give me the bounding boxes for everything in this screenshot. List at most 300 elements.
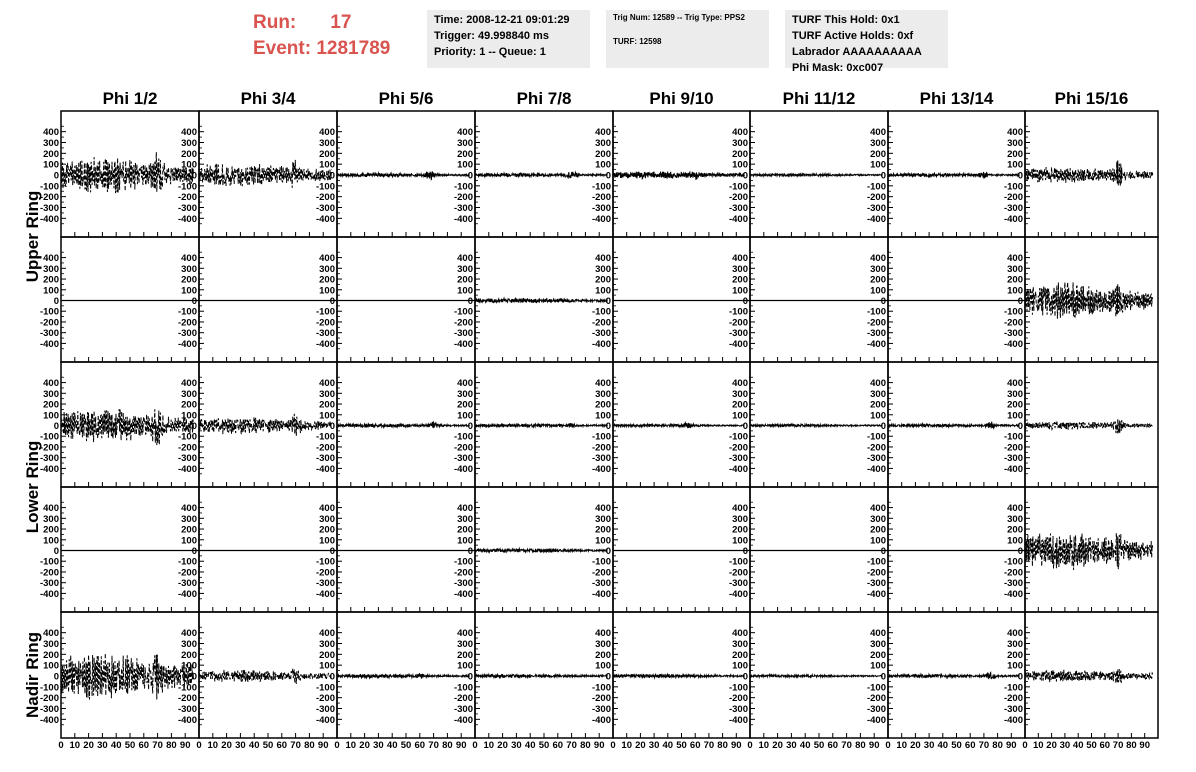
y-tick-label: 200 xyxy=(732,524,748,536)
y-tick-label: 300 xyxy=(43,513,59,525)
y-tick-label: 400 xyxy=(319,253,335,265)
y-tick-label: 100 xyxy=(1007,535,1023,547)
x-tick-label: 70 xyxy=(290,740,301,751)
y-tick-label: -100 xyxy=(177,682,197,694)
y-tick-label: 100 xyxy=(595,535,611,547)
y-tick-label: -400 xyxy=(1003,213,1023,225)
y-tick-label: -400 xyxy=(315,588,335,600)
y-tick-label: -300 xyxy=(866,578,886,590)
y-tick-label: 400 xyxy=(732,628,748,640)
y-tick-label: 200 xyxy=(319,148,335,160)
y-tick-label: -100 xyxy=(39,431,59,443)
time-line: Time: 2008-12-21 09:01:29 xyxy=(434,14,570,26)
x-tick-label: 60 xyxy=(827,740,839,751)
y-tick-label: -300 xyxy=(591,328,611,340)
y-tick-label: -300 xyxy=(866,453,886,465)
x-tick-label: 60 xyxy=(138,740,150,751)
y-tick-label: -100 xyxy=(866,682,886,694)
y-tick-label: -400 xyxy=(728,714,748,726)
y-tick-label: -200 xyxy=(591,192,611,204)
y-tick-label: 0 xyxy=(1017,671,1023,683)
x-tick-label: 0 xyxy=(58,740,64,751)
y-tick-label: 100 xyxy=(732,535,748,547)
y-tick-label: 200 xyxy=(1007,274,1023,286)
y-tick-label: -300 xyxy=(39,328,59,340)
y-tick-label: 0 xyxy=(605,421,611,432)
y-tick-label: -200 xyxy=(1003,192,1023,204)
y-tick-label: 300 xyxy=(457,513,473,525)
waveform-trace xyxy=(613,674,745,678)
y-tick-label: -100 xyxy=(315,556,335,568)
y-tick-label: 200 xyxy=(457,524,473,536)
x-tick-label: 60 xyxy=(276,740,288,751)
y-tick-label: 400 xyxy=(732,127,748,139)
x-tick-label: 10 xyxy=(207,740,219,751)
y-tick-label: 300 xyxy=(732,513,748,525)
y-tick-label: 100 xyxy=(1007,660,1023,672)
y-tick-label: 0 xyxy=(467,421,473,432)
waveform-trace xyxy=(61,152,194,193)
y-tick-label: 100 xyxy=(43,285,59,297)
y-tick-label: 400 xyxy=(457,503,473,515)
priority-line: Priority: 1 -- Queue: 1 xyxy=(434,46,546,58)
waveform-trace xyxy=(750,424,883,427)
y-tick-label: -100 xyxy=(728,556,748,568)
y-tick-label: 300 xyxy=(732,639,748,650)
y-tick-label: 100 xyxy=(457,285,473,297)
y-tick-label: -200 xyxy=(728,192,748,204)
y-tick-label: -100 xyxy=(177,181,197,193)
y-tick-label: 0 xyxy=(1017,296,1023,307)
column-header: Phi 7/8 xyxy=(516,89,572,108)
y-tick-label: -200 xyxy=(453,317,473,329)
y-tick-label: 200 xyxy=(870,148,886,160)
y-tick-label: 200 xyxy=(43,148,59,160)
y-tick-label: 100 xyxy=(181,535,197,547)
y-tick-label: 400 xyxy=(43,503,59,515)
y-tick-label: -400 xyxy=(728,463,748,475)
y-tick-label: 0 xyxy=(191,170,197,182)
y-tick-label: -300 xyxy=(39,453,59,465)
y-tick-label: -200 xyxy=(39,442,59,454)
y-tick-label: 400 xyxy=(1007,378,1023,390)
x-tick-label: 50 xyxy=(1086,740,1097,751)
run-label: Run: xyxy=(253,12,297,33)
y-tick-label: 200 xyxy=(595,148,611,160)
x-tick-label: 30 xyxy=(235,740,246,751)
y-tick-label: 100 xyxy=(319,660,335,672)
y-tick-label: -400 xyxy=(315,213,335,225)
y-tick-label: -300 xyxy=(866,704,886,715)
y-tick-label: -100 xyxy=(728,431,748,443)
y-tick-label: 300 xyxy=(181,513,197,525)
event-value: 1281789 xyxy=(316,38,391,59)
y-tick-label: 0 xyxy=(53,296,59,307)
y-tick-label: -400 xyxy=(39,588,59,600)
y-tick-label: -100 xyxy=(866,431,886,443)
y-tick-label: -100 xyxy=(453,306,473,318)
y-tick-label: -300 xyxy=(315,453,335,465)
y-tick-label: -400 xyxy=(177,588,197,600)
y-tick-label: 400 xyxy=(870,628,886,640)
ring-label: Lower Ring xyxy=(23,440,42,534)
y-tick-label: -400 xyxy=(1003,714,1023,726)
x-tick-label: 70 xyxy=(841,740,852,751)
y-tick-label: 100 xyxy=(457,660,473,672)
y-tick-label: 300 xyxy=(319,138,335,149)
x-tick-label: 70 xyxy=(428,740,439,751)
y-tick-label: 200 xyxy=(181,274,197,286)
y-tick-label: -400 xyxy=(453,338,473,350)
turf-hold-line: TURF This Hold: 0x1 xyxy=(792,14,900,26)
y-tick-label: -200 xyxy=(866,693,886,705)
y-tick-label: -400 xyxy=(728,338,748,350)
y-tick-label: 0 xyxy=(191,546,197,557)
y-tick-label: -400 xyxy=(591,588,611,600)
x-tick-label: 30 xyxy=(648,740,660,751)
y-tick-label: 300 xyxy=(595,263,611,275)
y-tick-label: -200 xyxy=(591,693,611,705)
y-tick-label: 300 xyxy=(457,138,473,149)
y-tick-label: -400 xyxy=(453,213,473,225)
y-tick-label: -300 xyxy=(591,704,611,715)
x-tick-label: 0 xyxy=(747,740,753,751)
y-tick-label: 100 xyxy=(870,660,886,672)
y-tick-label: -100 xyxy=(591,556,611,568)
y-tick-label: 100 xyxy=(595,159,611,171)
y-tick-label: -400 xyxy=(39,213,59,225)
y-tick-label: 200 xyxy=(319,649,335,661)
y-tick-label: -200 xyxy=(728,442,748,454)
y-tick-label: 100 xyxy=(319,285,335,297)
y-tick-label: 0 xyxy=(880,671,886,683)
y-tick-label: 100 xyxy=(319,535,335,547)
y-tick-label: -200 xyxy=(39,192,59,204)
y-tick-label: -300 xyxy=(866,328,886,340)
y-tick-label: 400 xyxy=(870,253,886,265)
x-tick-label: 50 xyxy=(538,740,550,751)
y-tick-label: -300 xyxy=(177,453,197,465)
x-tick-label: 30 xyxy=(511,740,522,751)
y-tick-label: -300 xyxy=(315,328,335,340)
y-tick-label: 300 xyxy=(43,138,59,149)
y-tick-label: -300 xyxy=(177,203,197,214)
waveform-trace xyxy=(61,409,194,445)
y-tick-label: -100 xyxy=(1003,556,1023,568)
y-tick-label: 0 xyxy=(742,671,748,683)
y-tick-label: -400 xyxy=(1003,338,1023,350)
x-tick-label: 90 xyxy=(593,740,605,751)
y-tick-label: 200 xyxy=(1007,524,1023,536)
y-tick-label: -100 xyxy=(315,181,335,193)
y-tick-label: -300 xyxy=(177,328,197,340)
x-tick-label: 70 xyxy=(703,740,715,751)
y-tick-label: -300 xyxy=(728,704,748,715)
y-tick-label: -300 xyxy=(315,704,335,715)
x-tick-label: 70 xyxy=(566,740,577,751)
y-tick-label: 300 xyxy=(319,263,335,275)
y-tick-label: 100 xyxy=(870,159,886,171)
y-tick-label: 400 xyxy=(181,378,197,390)
y-tick-label: 400 xyxy=(457,253,473,265)
y-tick-label: 300 xyxy=(181,639,197,650)
y-tick-label: 400 xyxy=(870,503,886,515)
y-tick-label: 400 xyxy=(595,503,611,515)
y-tick-label: 100 xyxy=(43,535,59,547)
waveform-trace xyxy=(1025,282,1153,319)
y-tick-label: -300 xyxy=(453,203,473,214)
x-tick-label: 50 xyxy=(124,740,136,751)
y-tick-label: -100 xyxy=(453,431,473,443)
y-tick-label: -400 xyxy=(315,714,335,726)
y-tick-label: 0 xyxy=(191,296,197,307)
y-tick-label: 100 xyxy=(457,410,473,422)
y-tick-label: -100 xyxy=(1003,431,1023,443)
y-tick-label: -100 xyxy=(728,181,748,193)
y-tick-label: 400 xyxy=(732,378,748,390)
y-tick-label: 0 xyxy=(53,546,59,557)
column-header: Phi 3/4 xyxy=(240,89,296,108)
y-tick-label: 0 xyxy=(880,546,886,557)
y-tick-label: -300 xyxy=(1003,704,1023,715)
x-tick-label: 60 xyxy=(1099,740,1111,751)
y-tick-label: 100 xyxy=(181,660,197,672)
y-tick-label: 200 xyxy=(457,274,473,286)
y-tick-label: 400 xyxy=(181,503,197,515)
y-tick-label: -300 xyxy=(866,203,886,214)
x-tick-label: 80 xyxy=(1126,740,1137,751)
x-tick-label: 20 xyxy=(635,740,646,751)
phi-mask-line: Phi Mask: 0xc007 xyxy=(792,62,884,74)
y-tick-label: 200 xyxy=(457,399,473,411)
waveform-trace xyxy=(337,171,470,180)
column-header: Phi 15/16 xyxy=(1054,89,1129,108)
x-tick-label: 20 xyxy=(772,740,783,751)
y-tick-label: -200 xyxy=(453,192,473,204)
y-tick-label: 100 xyxy=(181,285,197,297)
y-tick-label: -300 xyxy=(315,578,335,590)
y-tick-label: -300 xyxy=(1003,328,1023,340)
waveform-trace xyxy=(1025,419,1153,433)
x-tick-label: 10 xyxy=(758,740,770,751)
y-tick-label: 400 xyxy=(319,127,335,139)
waveform-trace xyxy=(337,673,470,679)
y-tick-label: 200 xyxy=(870,274,886,286)
y-tick-label: -300 xyxy=(39,704,59,715)
y-tick-label: -100 xyxy=(591,431,611,443)
x-tick-label: 80 xyxy=(855,740,866,751)
y-tick-label: 400 xyxy=(732,253,748,265)
y-tick-label: 400 xyxy=(595,378,611,390)
y-tick-label: -400 xyxy=(177,338,197,350)
y-tick-label: 200 xyxy=(43,274,59,286)
y-tick-label: 100 xyxy=(1007,410,1023,422)
y-tick-label: 400 xyxy=(457,378,473,390)
x-tick-label: 90 xyxy=(455,740,467,751)
y-tick-label: -300 xyxy=(591,203,611,214)
y-tick-label: 300 xyxy=(595,388,611,400)
waveform-trace xyxy=(199,160,332,188)
y-tick-label: 100 xyxy=(319,159,335,171)
y-tick-label: -200 xyxy=(591,317,611,329)
y-tick-label: 200 xyxy=(319,274,335,286)
y-tick-label: 0 xyxy=(467,170,473,182)
y-tick-label: -200 xyxy=(453,567,473,579)
x-tick-label: 20 xyxy=(910,740,921,751)
y-tick-label: -200 xyxy=(1003,693,1023,705)
trigger-line: Trigger: 49.998840 ms xyxy=(434,30,549,42)
y-tick-label: -100 xyxy=(39,181,59,193)
x-tick-label: 70 xyxy=(978,740,990,751)
y-tick-label: 400 xyxy=(1007,503,1023,515)
y-tick-label: -100 xyxy=(453,556,473,568)
y-tick-label: 200 xyxy=(870,649,886,661)
x-tick-label: 0 xyxy=(196,740,202,751)
y-tick-label: -400 xyxy=(591,213,611,225)
y-tick-label: -200 xyxy=(315,567,335,579)
y-tick-label: 300 xyxy=(1007,138,1023,149)
y-tick-label: 0 xyxy=(742,546,748,557)
y-tick-label: 300 xyxy=(1007,388,1023,400)
x-tick-label: 60 xyxy=(414,740,426,751)
y-tick-label: 0 xyxy=(742,421,748,432)
x-tick-label: 20 xyxy=(83,740,94,751)
y-tick-label: 200 xyxy=(1007,649,1023,661)
y-tick-label: 300 xyxy=(870,639,886,650)
y-tick-label: 100 xyxy=(595,285,611,297)
y-tick-label: 200 xyxy=(457,649,473,661)
column-header: Phi 13/14 xyxy=(919,89,994,108)
x-tick-label: 40 xyxy=(662,740,674,751)
y-tick-label: 300 xyxy=(732,138,748,149)
x-tick-label: 40 xyxy=(1072,740,1084,751)
y-tick-label: 300 xyxy=(181,388,197,400)
x-tick-label: 30 xyxy=(923,740,935,751)
waveform-trace xyxy=(475,548,608,552)
y-tick-label: -300 xyxy=(315,203,335,214)
y-tick-label: -100 xyxy=(728,306,748,318)
x-tick-label: 10 xyxy=(896,740,907,751)
y-tick-label: -200 xyxy=(1003,317,1023,329)
y-tick-label: 100 xyxy=(870,285,886,297)
y-tick-label: -100 xyxy=(1003,306,1023,318)
y-tick-label: -200 xyxy=(1003,567,1023,579)
y-tick-label: 200 xyxy=(732,274,748,286)
y-tick-label: -100 xyxy=(1003,181,1023,193)
y-tick-label: -400 xyxy=(177,714,197,726)
x-tick-label: 10 xyxy=(69,740,81,751)
y-tick-label: 400 xyxy=(595,628,611,640)
y-tick-label: 200 xyxy=(1007,148,1023,160)
column-header: Phi 11/12 xyxy=(782,89,856,108)
y-tick-label: 200 xyxy=(181,524,197,536)
y-tick-label: 400 xyxy=(457,628,473,640)
y-tick-label: 100 xyxy=(43,660,59,672)
y-tick-label: 100 xyxy=(319,410,335,422)
y-tick-label: -400 xyxy=(591,338,611,350)
y-tick-label: 200 xyxy=(1007,399,1023,411)
x-tick-label: 90 xyxy=(1006,740,1017,751)
y-tick-label: 400 xyxy=(181,628,197,640)
x-tick-label: 80 xyxy=(442,740,453,751)
waveform-trace xyxy=(750,174,883,177)
y-tick-label: 0 xyxy=(1017,546,1023,557)
y-tick-label: -400 xyxy=(315,463,335,475)
x-tick-label: 10 xyxy=(621,740,632,751)
y-tick-label: -400 xyxy=(866,463,886,475)
y-tick-label: -100 xyxy=(315,306,335,318)
y-tick-label: 300 xyxy=(870,263,886,275)
y-tick-label: 0 xyxy=(329,296,335,307)
y-tick-label: 0 xyxy=(329,546,335,557)
x-tick-label: 50 xyxy=(676,740,687,751)
y-tick-label: -100 xyxy=(728,682,748,694)
x-tick-label: 90 xyxy=(1139,740,1150,751)
waveform-trace xyxy=(199,669,332,684)
y-tick-label: 0 xyxy=(53,671,59,683)
y-tick-label: 100 xyxy=(1007,159,1023,171)
y-tick-label: 0 xyxy=(1017,421,1023,432)
y-tick-label: -200 xyxy=(177,317,197,329)
y-tick-label: -200 xyxy=(177,567,197,579)
waveform-trace xyxy=(475,172,608,178)
y-tick-label: 100 xyxy=(732,285,748,297)
y-tick-label: -100 xyxy=(1003,682,1023,694)
y-tick-label: 300 xyxy=(870,388,886,400)
x-tick-label: 80 xyxy=(717,740,728,751)
x-tick-label: 90 xyxy=(731,740,742,751)
y-tick-label: 300 xyxy=(319,388,335,400)
x-tick-label: 50 xyxy=(262,740,274,751)
y-tick-label: 200 xyxy=(595,399,611,411)
x-tick-label: 10 xyxy=(1033,740,1044,751)
y-tick-label: -200 xyxy=(728,567,748,579)
y-tick-label: -300 xyxy=(1003,578,1023,590)
x-tick-label: 0 xyxy=(885,740,891,751)
x-tick-label: 40 xyxy=(524,740,536,751)
y-tick-label: 100 xyxy=(43,410,59,422)
y-tick-label: 0 xyxy=(191,421,197,432)
x-tick-label: 40 xyxy=(248,740,260,751)
y-tick-label: -300 xyxy=(177,704,197,715)
y-tick-label: -200 xyxy=(177,442,197,454)
y-tick-label: -200 xyxy=(728,317,748,329)
y-tick-label: 400 xyxy=(870,378,886,390)
x-tick-label: 60 xyxy=(964,740,976,751)
y-tick-label: -200 xyxy=(866,317,886,329)
x-tick-label: 0 xyxy=(610,740,616,751)
y-tick-label: -200 xyxy=(866,442,886,454)
waveform-trace xyxy=(337,421,470,427)
y-tick-label: -200 xyxy=(177,192,197,204)
x-tick-label: 40 xyxy=(799,740,811,751)
y-tick-label: -200 xyxy=(453,442,473,454)
y-tick-label: -300 xyxy=(728,328,748,340)
y-tick-label: 300 xyxy=(181,138,197,149)
y-tick-label: 400 xyxy=(870,127,886,139)
y-tick-label: -400 xyxy=(39,463,59,475)
y-tick-label: 200 xyxy=(595,649,611,661)
y-tick-label: 0 xyxy=(605,546,611,557)
x-tick-label: 30 xyxy=(97,740,108,751)
y-tick-label: 0 xyxy=(742,170,748,182)
x-tick-label: 60 xyxy=(689,740,701,751)
y-tick-label: 300 xyxy=(181,263,197,275)
y-tick-label: -200 xyxy=(728,693,748,705)
y-tick-label: -300 xyxy=(39,203,59,214)
y-tick-label: 300 xyxy=(870,513,886,525)
y-tick-label: 300 xyxy=(595,138,611,149)
